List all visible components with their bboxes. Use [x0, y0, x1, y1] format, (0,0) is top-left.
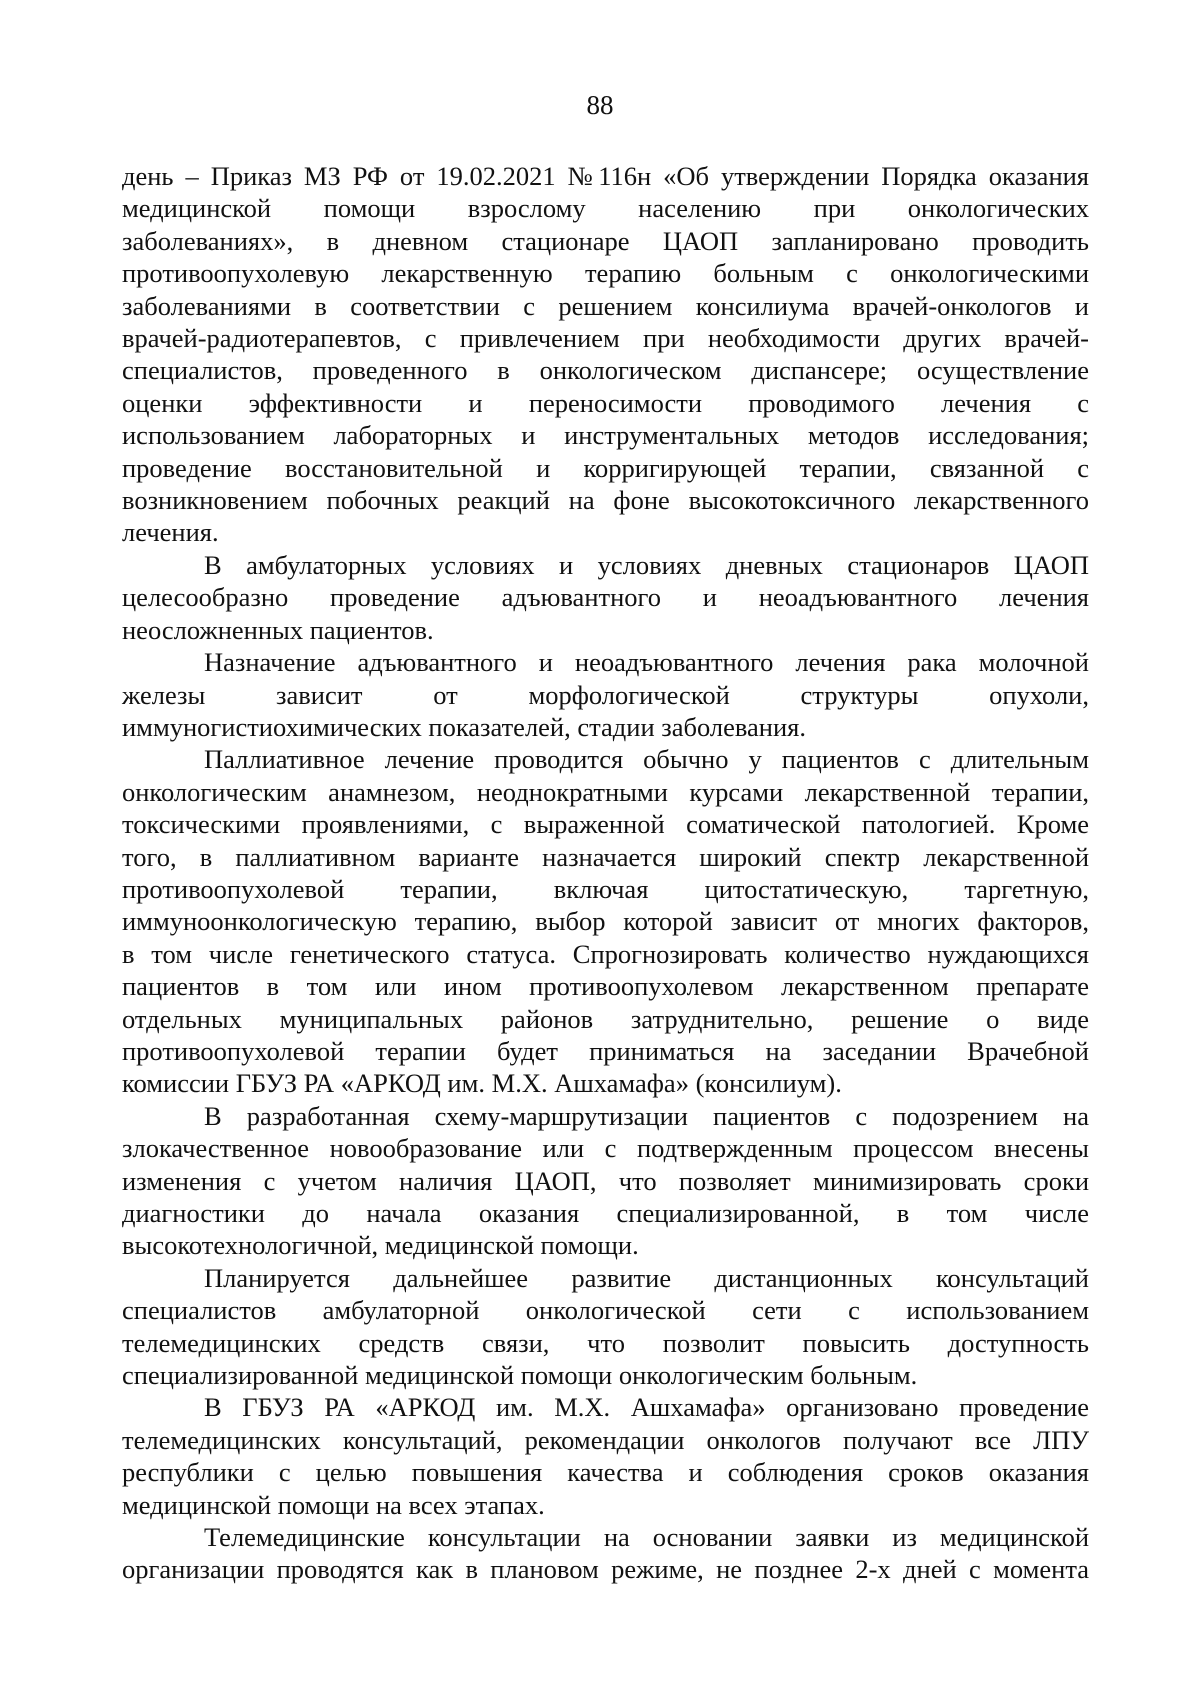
text-line: заболеваниях», в дневном стационаре ЦАОП запланировано проводить: [122, 225, 1089, 256]
text-line: лечения.: [122, 517, 219, 548]
text-line: токсическими проявлениями, с выраженной соматической патологией. Кроме: [122, 809, 1089, 840]
text-line: оценки эффективности и переносимости проводимого лечения с: [122, 387, 1089, 418]
paragraph: [122, 1391, 1089, 1521]
text-line: республики с целью повышения качества и соблюдения сроков оказания: [122, 1457, 1089, 1488]
text-line: отдельных муниципальных районов затруднительно, решение о виде: [122, 1003, 1089, 1034]
text-line: комиссии ГБУЗ РА «АРКОД им. М.Х. Ашхамафа» (консилиум).: [122, 1068, 842, 1099]
text-line: целесообразно проведение адъювантного и неоадъювантного лечения: [122, 582, 1089, 613]
text-line: телемедицинских консультаций, рекомендации онкологов получают все ЛПУ: [122, 1424, 1089, 1455]
text-line: злокачественное новообразование или с подтвержденным процессом внесены: [122, 1133, 1089, 1164]
text-line: телемедицинских средств связи, что позволит повысить доступность: [122, 1327, 1089, 1358]
paragraph: [122, 549, 1089, 646]
text-line: Телемедицинские консультации на основании заявки из медицинской: [204, 1522, 1089, 1553]
text-line: изменения с учетом наличия ЦАОП, что позволяет минимизировать сроки: [122, 1165, 1089, 1196]
paragraph: [122, 1262, 1089, 1392]
text-line: специалистов амбулаторной онкологической сети с использованием: [122, 1295, 1089, 1326]
text-line: иммуноонкологическую терапию, выбор которой зависит от многих факторов,: [122, 906, 1089, 937]
text-line: иммуногистиохимических показателей, стадии заболевания.: [122, 711, 806, 742]
text-line: В амбулаторных условиях и условиях дневных стационаров ЦАОП: [204, 549, 1089, 580]
page-number: 88: [586, 90, 614, 120]
paragraph: [122, 743, 1089, 1099]
text-line: неосложненных пациентов.: [122, 614, 434, 645]
text-line: высокотехнологичной, медицинской помощи.: [122, 1230, 639, 1261]
text-line: заболеваниями в соответствии с решением консилиума врачей-онкологов и: [122, 290, 1089, 321]
text-line: специализированной медицинской помощи онкологическим больным.: [122, 1360, 918, 1391]
document-body: [122, 160, 1089, 1586]
paragraph: [122, 646, 1089, 743]
text-line: Паллиативное лечение проводится обычно у пациентов с длительным: [204, 744, 1089, 775]
text-line: специалистов, проведенного в онкологическом диспансере; осуществление: [122, 355, 1089, 386]
text-line: медицинской помощи взрослому населению при онкологических: [122, 193, 1089, 224]
text-line: в том числе генетического статуса. Спрогнозировать количество нуждающихся: [122, 938, 1089, 969]
text-line: организации проводятся как в плановом режиме, не позднее 2-х дней с момента: [122, 1554, 1089, 1585]
text-line: проведение восстановительной и корригирующей терапии, связанной с: [122, 452, 1089, 483]
text-line: противоопухолевой терапии, включая цитостатическую, таргетную,: [122, 873, 1089, 904]
text-line: онкологическим анамнезом, неоднократными курсами лекарственной терапии,: [122, 776, 1089, 807]
text-line: противоопухолевой терапии будет приниматься на заседании Врачебной: [122, 1035, 1089, 1066]
text-line: медицинской помощи на всех этапах.: [122, 1489, 545, 1520]
text-line: врачей-радиотерапевтов, с привлечением при необходимости других врачей-: [122, 323, 1089, 354]
text-line: В разработанная схему-маршрутизации пациентов с подозрением на: [204, 1100, 1089, 1131]
text-line: пациентов в том или ином противоопухолевом лекарственном препарате: [122, 971, 1089, 1002]
text-line: день – Приказ МЗ РФ от 19.02.2021 №116н «Об утверждении Порядка оказания: [122, 161, 1089, 191]
text-line: В ГБУЗ РА «АРКОД им. М.Х. Ашхамафа» организовано проведение: [204, 1392, 1089, 1423]
paragraph: [122, 1521, 1089, 1586]
paragraph: [122, 160, 1089, 549]
text-line: Назначение адъювантного и неоадъювантного лечения рака молочной: [204, 647, 1089, 678]
paragraph: [122, 1100, 1089, 1262]
text-line: противоопухолевую лекарственную терапию больным с онкологическими: [122, 258, 1089, 289]
text-line: возникновением побочных реакций на фоне высокотоксичного лекарственного: [122, 485, 1089, 516]
text-line: того, в паллиативном варианте назначается широкий спектр лекарственной: [122, 841, 1089, 872]
text-line: диагностики до начала оказания специализированной, в том числе: [122, 1198, 1089, 1228]
text-line: железы зависит от морфологической структуры опухоли,: [122, 679, 1089, 710]
text-line: Планируется дальнейшее развитие дистанционных консультаций: [204, 1262, 1089, 1293]
text-line: использованием лабораторных и инструментальных методов исследования;: [122, 420, 1089, 451]
